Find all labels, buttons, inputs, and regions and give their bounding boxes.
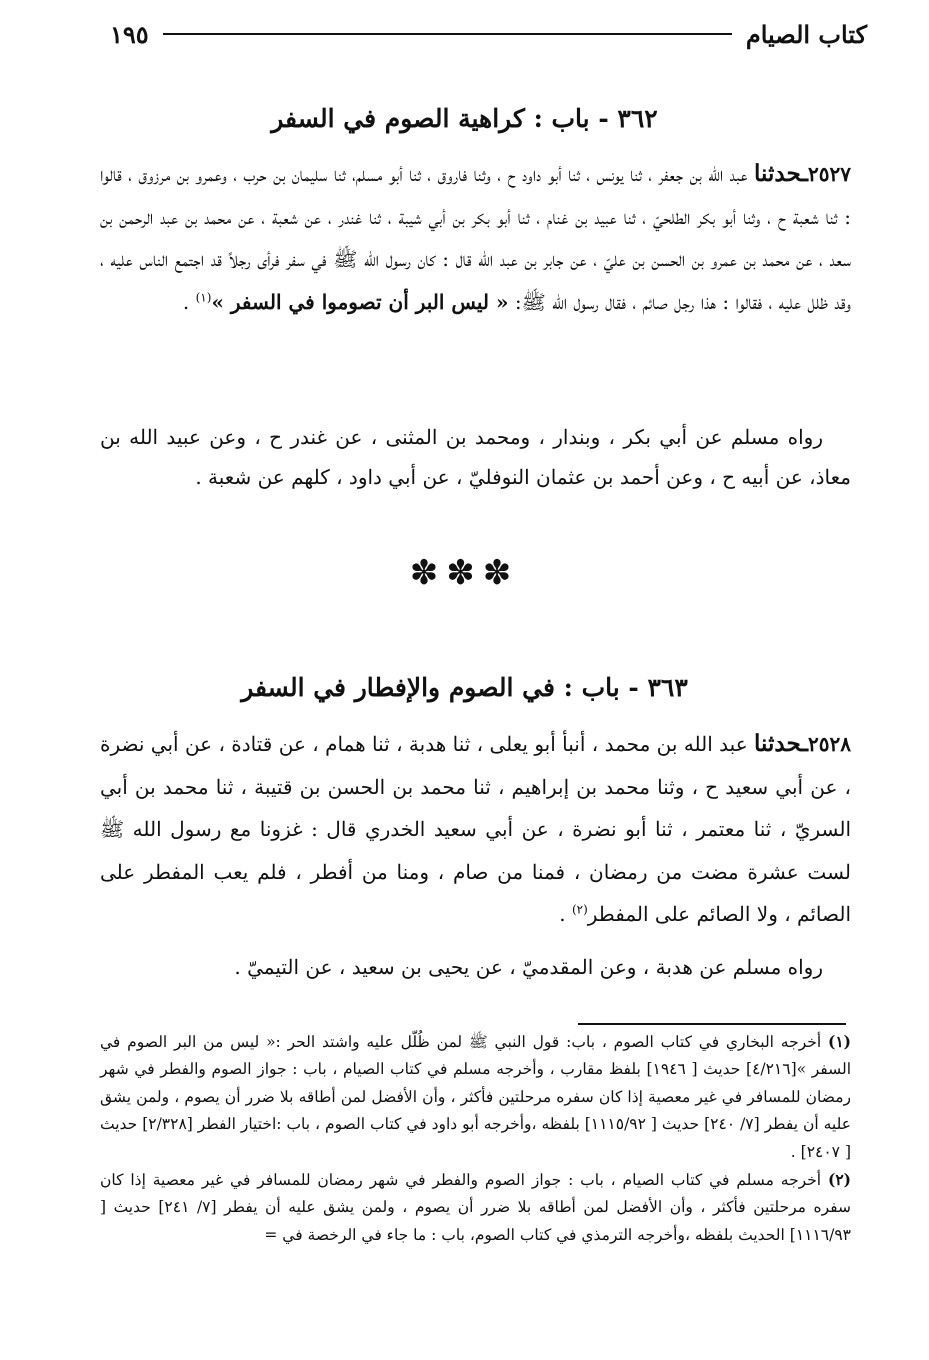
hadith-text: عبد الله بن جعفر ، ثنا يونس ، ثنا أبو داود ح ، وثنا فاروق ، ثنا أبو مسلم، ثنا سليمان بن حرب ، وعمرو بن مرزوق ، قالوا : ثنا شعبة ح ، وثنا أبو بكر الطلحيّ ، ثنا عبيد بن غنام ، ثنا أبو بكر بن أبي شيبة ، ثنا غندر ، عن شعبة ، عن محمد بن عبد الرحمن بن سعد ، عن محمد بن عمرو بن الحسن بن عليّ ، عن جابر بن عبد الله قال : كان رسول الله ﷺ في سفر فرأى رجلاً قد اجتمع الناس عليه ، وقد ظلل عليه ، فقالوا : هذا رجل صائم ، فقال رسول الله ﷺ: [100, 162, 851, 314]
prophetic-quote: « ليس البر أن تصوموا في السفر » [211, 289, 509, 314]
report-2528: رواه مسلم عن هدبة ، وعن المقدميّ ، عن يحيى بن سعيد ، عن التيميّ . [234, 955, 823, 979]
footnote-2 [100, 1166, 851, 1249]
hadith-2528 [100, 723, 851, 936]
chapter-heading-363: ٣٦٣ - باب : في الصوم والإفطار في السفر [241, 673, 688, 702]
footnote-marker-2: (٢) [571, 902, 588, 917]
book-title: كتاب الصيام [745, 19, 867, 49]
hadith-tail: . [182, 289, 196, 314]
page-number: ١٩٥ [110, 19, 149, 49]
footnote-text: أخرجه مسلم في كتاب الصيام ، باب : جواز الصوم والفطر في شهر رمضان للمسافر في غير معصية إذا كان سفره مرحلتين فأكثر ، وأن الأفضل لمن أطاقه بلا ضرر أن يصوم ، ولمن يشق عليه أن يفطر [٧/ ٢٤١] حديث [ ١١١٦/٩٣] الحديث بلفظه ،وأخرجه الترمذي في كتاب الصوم، باب : ما جاء في الرخصة في = [100, 1171, 851, 1244]
footnote-marker-1: (١) [195, 290, 212, 305]
section-separator: ✽✽✽ [409, 553, 520, 593]
chapter-heading-362: ٣٦٢ - باب : كراهية الصوم في السفر [271, 104, 658, 133]
footnote-1 [100, 1028, 851, 1166]
haddathana-word: ـحدثنا [754, 160, 809, 187]
footnote-text: أخرجه البخاري في كتاب الصوم ، باب: قول النبي ﷺ لمن ظُلّل عليه واشتد الحر :« ليس من البر الصوم في السفر »[٤/٢١٦] حديث [ ١٩٤٦] بلفظ مقارب ، وأخرجه مسلم في كتاب الصيام ، باب : جواز الصوم والفطر في شهر رمضان للمسافر في غير معصية إذا كان سفره مرحلتين فأكثر ، وأن الأفضل لمن أطاقه بلا ضرر أن يصوم ، ولمن يشق عليه أن يفطر [٧/ ٢٤٠] حديث [ ١١١٥/٩٢] بلفظه ،وأخرجه أبو داود في كتاب الصوم ، باب :اختيار الفطر [٢/٣٢٨] حديث [ ٢٤٠٧] . [100, 1033, 851, 1161]
footnote-number: (١) [827, 1032, 851, 1051]
running-head [110, 14, 867, 54]
footnote-number: (٢) [827, 1170, 851, 1190]
haddathana-word: ـحدثنا [754, 730, 809, 757]
report-2527: رواه مسلم عن أبي بكر ، وبندار ، ومحمد بن المثنى ، عن غندر ح ، وعن عبيد الله بن معاذ، عن أبيه ح ، وعن أحمد بن عثمان النوفليّ ، عن أبي داود ، كلهم عن شعبة . [100, 425, 851, 489]
hadith-2527 [100, 153, 851, 323]
footnote-rule [578, 1023, 846, 1025]
hadith-number: ٢٥٢٨ [808, 732, 851, 756]
footnotes [100, 1028, 851, 1249]
hadith-text: عبد الله بن محمد ، أنبأ أبو يعلى ، ثنا هدبة ، ثنا همام ، عن قتادة ، عن أبي نضرة ، عن أبي سعيد ح ، وثنا محمد بن إبراهيم ، ثنا محمد بن الحسن بن قتيبة ، ثنا محمد بن أبي السريّ ، ثنا معتمر ، ثنا أبو نضرة ، عن أبي سعيد الخدري قال : غزونا مع رسول الله ﷺ لست عشرة مضت من رمضان ، فمنا من صام ، ومنا من أفطر ، فلم يعب المفطر على الصائم ، ولا الصائم على المفطر [100, 732, 851, 927]
hadith-number: ٢٥٢٧ [808, 162, 851, 186]
hadith-tail: . [559, 902, 572, 927]
header-rule [163, 33, 732, 35]
